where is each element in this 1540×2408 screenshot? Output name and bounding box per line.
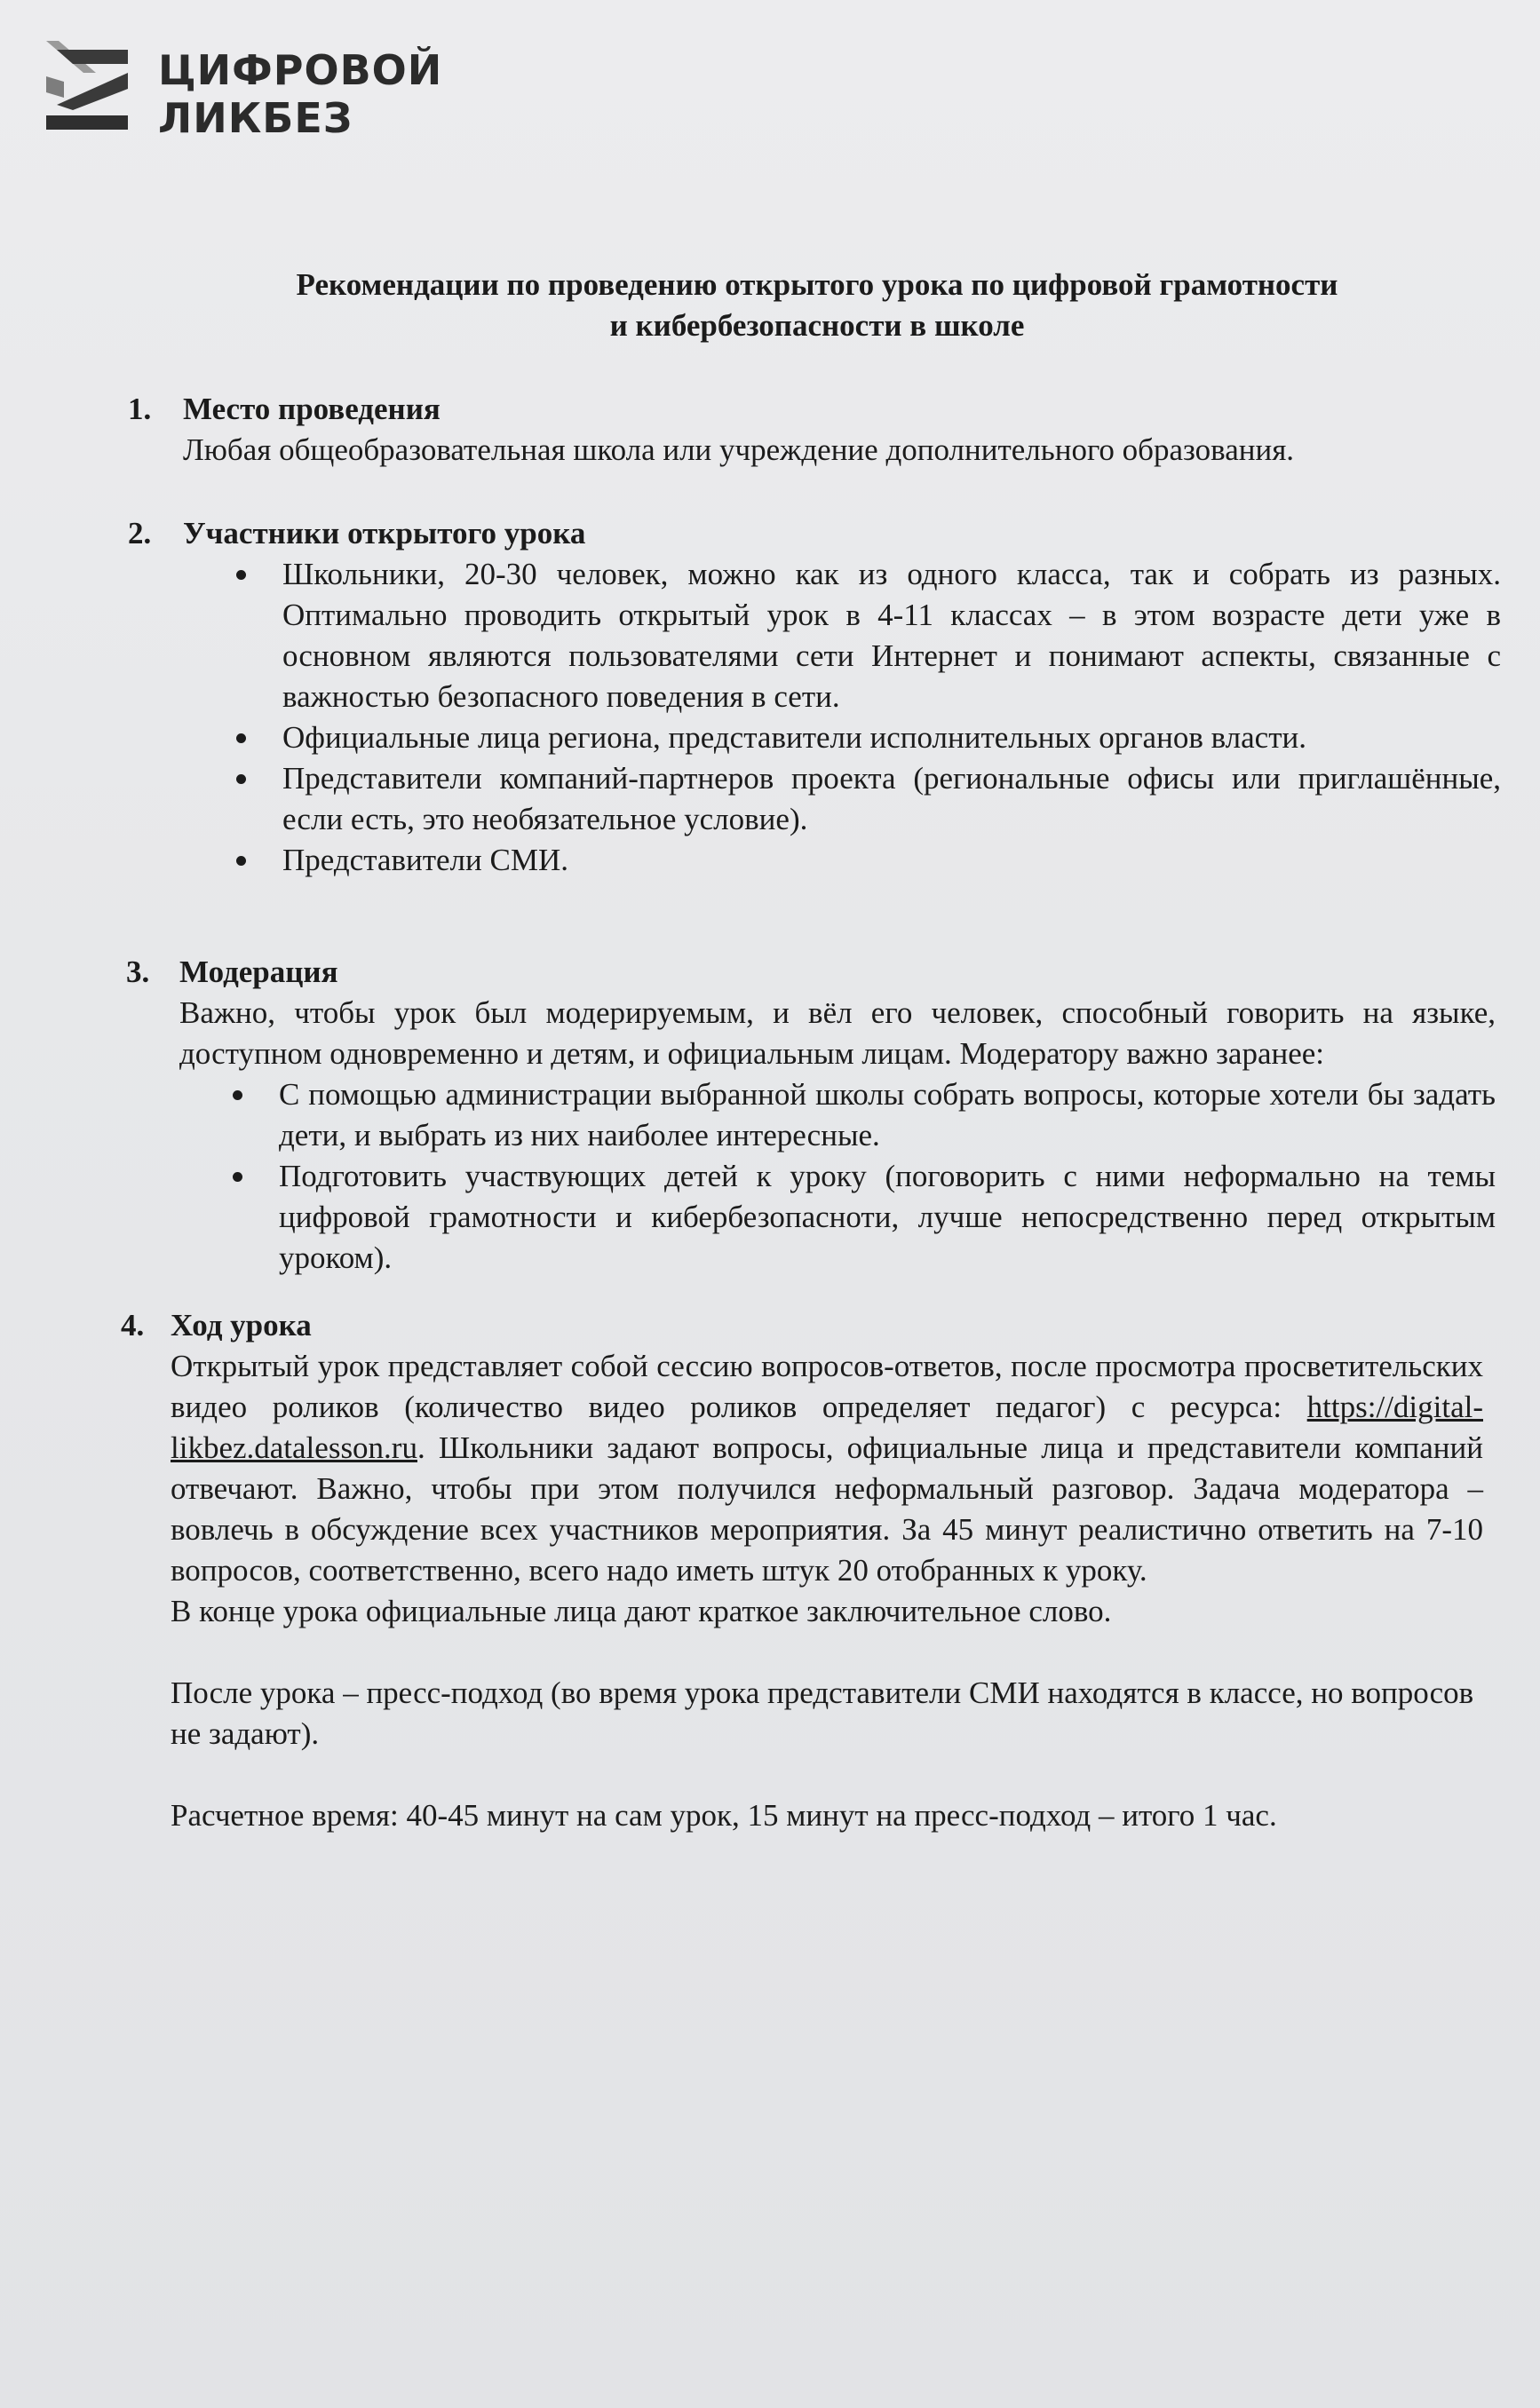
bullet-icon [236,733,246,743]
list-item [179,1156,1496,1279]
press-text: После урока – пресс-подход (во время урока представители СМИ находятся в классе, но вопросов не задают). [171,1675,1474,1751]
moderation-list [179,1074,1496,1279]
list-item-text: Представители СМИ. [282,843,568,877]
section-lesson-flow [121,1305,1483,1836]
closing-text: В конце урока официальные лица дают краткое заключительное слово. [171,1594,1112,1628]
section-heading: Участники открытого урока [183,516,586,551]
list-item [183,717,1501,758]
bullet-icon [236,570,246,580]
text-after-link: . Школьники задают вопросы, официальные лица и представители компаний отвечают. Важно, чтобы при этом получился неформальный разговор. Задача модератора – вовлечь в обсуждение всех участников мероприятия. За 45 минут реалистично ответить на 7-10 вопросов, соответственно, всего надо иметь штук 20 отобранных к уроку. [171,1430,1483,1588]
section-text: Важно, чтобы урок был модерируемым, и вёл его человек, способный говорить на языке, доступном одновременно и детям, и официальным лицам. Модератору важно заранее: [179,995,1496,1071]
list-item [183,758,1501,840]
section-number: 4. [121,1308,145,1343]
section-heading: Модерация [179,954,338,989]
document-title [124,265,1510,346]
logo-line-1: ЦИФРОВОЙ [158,46,443,94]
bullet-icon [236,774,246,784]
list-item-text: Школьники, 20-30 человек, можно как из одного класса, так и собрать из разных. Оптимально проводить открытый урок в 4-11 классах – в этом возрасте дети уже в основном являются пользователями сети Интернет и понимают аспекты, связанные с важностью безопасного поведения в сети. [282,557,1501,714]
section-venue [128,389,1453,471]
title-line-2: и кибербезопасности в школе [609,308,1025,343]
bullet-icon [236,856,246,866]
section-heading: Место проведения [183,392,441,426]
list-item [179,1074,1496,1156]
list-item [183,840,1501,881]
list-item-text: Представители компаний-партнеров проекта (региональные офисы или приглашённые, если есть, это необязательное условие). [282,761,1501,836]
bullet-icon [233,1090,242,1100]
section-text [171,1346,1483,1591]
section-moderation [126,952,1496,1279]
text-before-link: Открытый урок представляет собой сессию вопросов-ответов, после просмотра просветительских видео роликов (количество видео роликов определяет педагог) с ресурса: [171,1349,1483,1424]
list-item-text: Подготовить участвующих детей к уроку (поговорить с ними неформально на темы цифровой грамотности и кибербезопасноти, лучше непосредственно перед открытым уроком). [279,1159,1496,1275]
section-participants [128,513,1501,881]
section-number: 3. [126,954,150,989]
participants-list [183,554,1501,881]
logo-chevron-icon [46,41,128,137]
title-line-1: Рекомендации по проведению открытого урока по цифровой грамотности [296,267,1338,302]
logo-wordmark [158,46,442,142]
section-text: Любая общеобразовательная школа или учреждение дополнительного образования. [183,432,1295,467]
list-item [183,554,1501,717]
section-heading: Ход урока [171,1308,312,1343]
list-item-text: Официальные лица региона, представители исполнительных органов власти. [282,720,1306,755]
bullet-icon [233,1172,242,1182]
timing-text: Расчетное время: 40-45 минут на сам урок, 15 минут на пресс-подход – итого 1 час. [171,1798,1277,1833]
logo [46,41,443,147]
resource-link[interactable]: https://digital-likbez.datalesson.ru [171,1390,1483,1465]
logo-line-2: ЛИКБЕЗ [158,94,353,142]
section-number: 1. [128,392,152,426]
spacer [171,1632,1483,1673]
spacer [171,1755,1483,1795]
list-item-text: С помощью администрации выбранной школы собрать вопросы, которые хотели бы задать дети, и выбрать из них наиболее интересные. [279,1077,1496,1153]
section-number: 2. [128,516,152,551]
